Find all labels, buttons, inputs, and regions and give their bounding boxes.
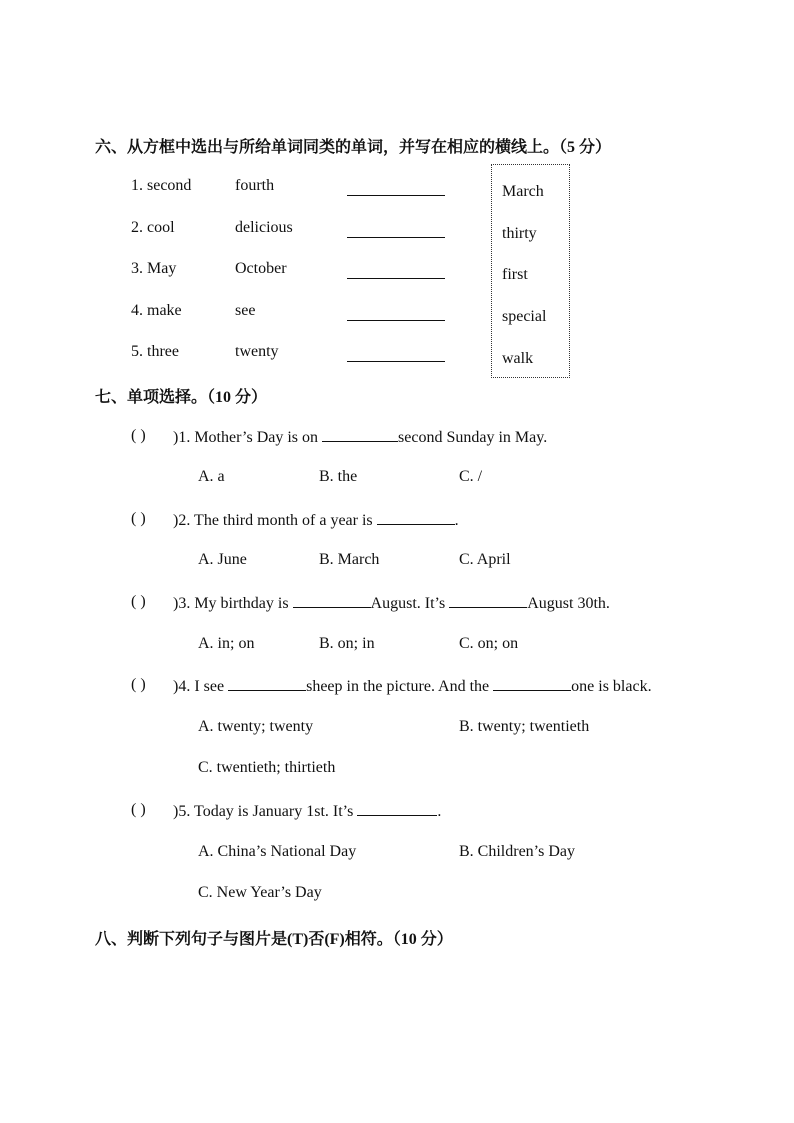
word-bank-box [491,164,570,378]
row5-answer-blank[interactable] [347,347,445,362]
q1-answer-parens[interactable]: ( ) [131,427,146,444]
q3-text-a: 3. My birthday is [178,595,293,612]
q4-answer-parens[interactable]: ( ) [131,676,146,693]
section8-title: 八、判断下列句子与图片是(T)否(F)相符。（10 分） [95,931,453,948]
q4-stem: )4. I see sheep in the picture. And the one is black. [173,678,652,695]
section7-title: 七、单项选择。（10 分） [95,389,268,406]
row4-number-word: 4. make [131,302,182,319]
row1-number-word: 1. second [131,177,192,194]
row1-answer-blank[interactable] [347,181,445,196]
q5-answer-parens[interactable]: ( ) [131,801,146,818]
q1-stem: )1. Mother’s Day is on second Sunday in May. [173,429,548,446]
q1-text-b: second Sunday in May. [398,429,548,446]
row5-given-word: twenty [235,343,279,360]
section6-title: 六、从方框中选出与所给单词同类的单词，并写在相应的横线上。（5 分） [95,139,612,156]
q3-answer-parens[interactable]: ( ) [131,593,146,610]
q1-option-a[interactable]: A. a [198,468,225,485]
q3-option-b[interactable]: B. on; in [319,635,375,652]
q5-text-b: . [437,803,442,820]
word-bank-item: March [502,183,544,200]
q2-stem: )2. The third month of a year is . [173,512,459,529]
row4-given-word: see [235,302,256,319]
row3-given-word: October [235,260,287,277]
q3-option-a[interactable]: A. in; on [198,635,255,652]
q4-option-b[interactable]: B. twenty; twentieth [459,718,590,735]
row5-number-word: 5. three [131,343,179,360]
row3-number-word: 3. May [131,260,177,277]
q5-option-c[interactable]: C. New Year’s Day [198,884,322,901]
q2-option-b[interactable]: B. March [319,551,380,568]
q4-text-b: sheep in the picture. And the [306,678,494,695]
row4-answer-blank[interactable] [347,306,445,321]
q4-blank-1[interactable] [228,676,306,691]
q4-option-c[interactable]: C. twentieth; thirtieth [198,759,336,776]
word-bank-item: thirty [502,225,537,242]
q1-blank[interactable] [322,427,398,442]
q5-option-a[interactable]: A. China’s National Day [198,843,357,860]
q5-text-a: 5. Today is January 1st. It’s [178,803,358,820]
row2-given-word: delicious [235,219,293,236]
row2-number-word: 2. cool [131,219,175,236]
q2-option-c[interactable]: C. April [459,551,511,568]
q4-text-c: one is black. [571,678,652,695]
q4-blank-2[interactable] [493,676,571,691]
q1-option-b[interactable]: B. the [319,468,358,485]
word-bank-item: walk [502,350,534,367]
q2-answer-parens[interactable]: ( ) [131,510,146,527]
q2-blank[interactable] [377,510,455,525]
row3-answer-blank[interactable] [347,264,445,279]
q1-text-a: 1. Mother’s Day is on [178,429,323,446]
word-bank-item: first [502,266,528,283]
q5-stem: )5. Today is January 1st. It’s . [173,803,442,820]
q3-blank-2[interactable] [449,593,527,608]
row2-answer-blank[interactable] [347,223,445,238]
q5-option-b[interactable]: B. Children’s Day [459,843,575,860]
row1-given-word: fourth [235,177,275,194]
q4-option-a[interactable]: A. twenty; twenty [198,718,314,735]
q3-text-b: August. It’s [370,595,450,612]
word-bank-item: special [502,308,547,325]
q1-option-c[interactable]: C. / [459,468,483,485]
q2-option-a[interactable]: A. June [198,551,247,568]
q3-blank-1[interactable] [293,593,371,608]
q3-text-c: August 30th. [527,595,610,612]
q3-stem: )3. My birthday is August. It’s August 30th. [173,595,610,612]
q2-text-b: . [454,512,459,529]
q3-option-c[interactable]: C. on; on [459,635,519,652]
q2-text-a: 2. The third month of a year is [178,512,377,529]
q5-blank[interactable] [357,801,437,816]
q4-text-a: 4. I see [178,678,229,695]
